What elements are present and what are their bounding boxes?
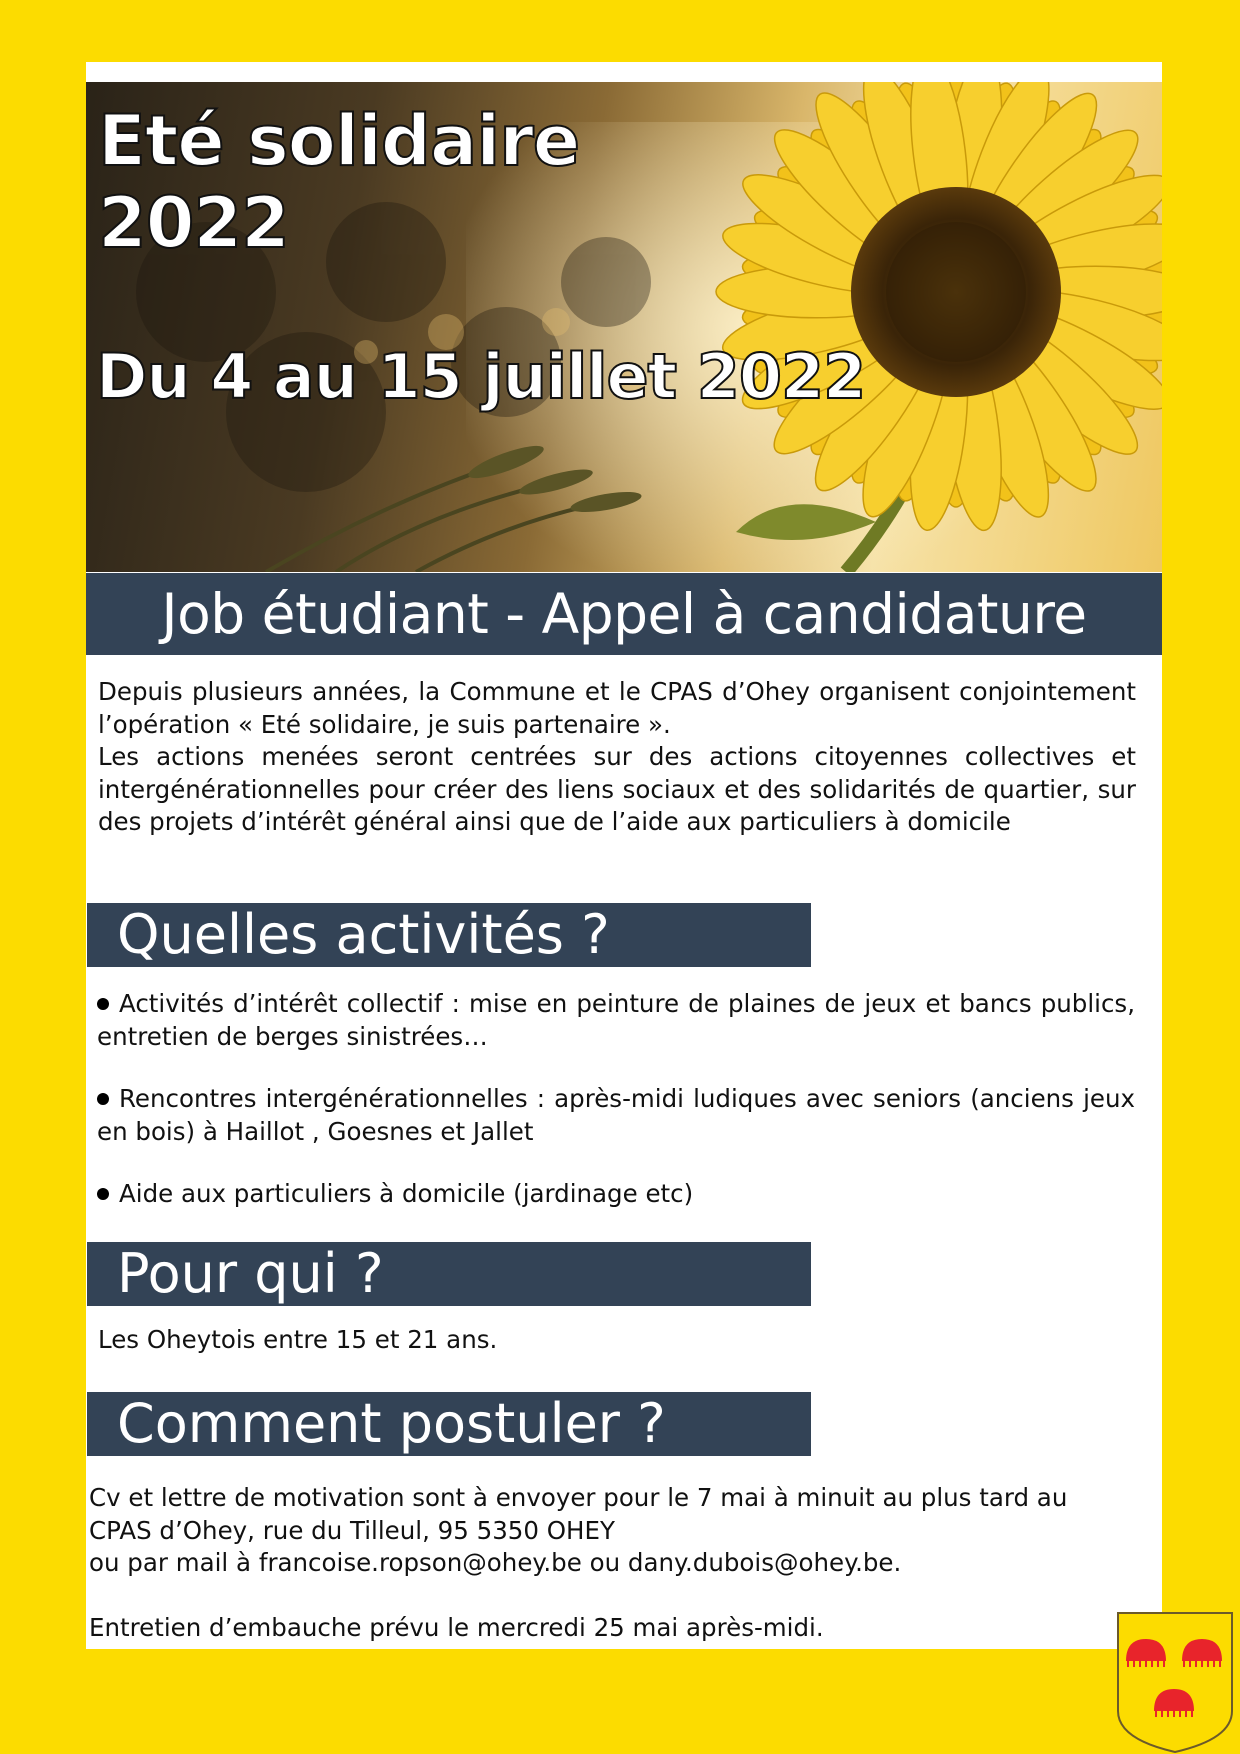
intro-paragraph-2: Les actions menées seront centrées sur des actions citoyennes collectives et intergénérationnelles pour créer des liens sociaux et des solidarités de quartier, sur des projets d’intérêt général ainsi que de l’aide aux particuliers à domicile (98, 742, 1136, 836)
activities-heading: Quelles activités ? (87, 903, 811, 967)
interview-line: Entretien d’embauche prévu le mercredi 25 mai après-midi. (89, 1612, 824, 1642)
apply-line-2: CPAS d’Ohey, rue du Tilleul, 95 5350 OHEY (89, 1515, 615, 1545)
audience-heading: Pour qui ? (87, 1242, 811, 1306)
intro-text (98, 676, 1136, 839)
bullet-icon (97, 1093, 109, 1105)
activity-item: Activités d’intérêt collectif : mise en peinture de plaines de jeux et bancs publics, entretien de berges sinistrées… (97, 989, 1135, 1051)
apply-text (89, 1482, 1169, 1644)
apply-heading: Comment postuler ? (87, 1392, 811, 1456)
activities-list (97, 988, 1135, 1211)
apply-line-1: Cv et lettre de motivation sont à envoyer pour le 7 mai à minuit au plus tard au (89, 1483, 1068, 1512)
activity-item: Aide aux particuliers à domicile (jardinage etc) (97, 1178, 1135, 1211)
bullet-icon (97, 1188, 109, 1200)
bullet-icon (97, 998, 109, 1010)
coat-of-arms-icon (1116, 1611, 1234, 1754)
hero-title-line2: 2022 (98, 182, 289, 264)
hero-title (98, 100, 579, 264)
apply-line-3: ou par mail à francoise.ropson@ohey.be ou dany.dubois@ohey.be. (89, 1548, 902, 1577)
intro-paragraph-1: Depuis plusieurs années, la Commune et le CPAS d’Ohey organisent conjointement l’opération « Eté solidaire, je suis partenaire ». (98, 677, 1136, 739)
audience-text: Les Oheytois entre 15 et 21 ans. (98, 1325, 498, 1354)
hero-dates: Du 4 au 15 juillet 2022 (96, 340, 866, 413)
hero-title-line1: Eté solidaire (98, 100, 580, 182)
activity-item: Rencontres intergénérationnelles : après-midi ludiques avec seniors (anciens jeux en bois) à Haillot , Goesnes et Jallet (97, 1084, 1135, 1146)
hero-section (86, 82, 1162, 572)
job-banner: Job étudiant - Appel à candidature (86, 573, 1162, 655)
